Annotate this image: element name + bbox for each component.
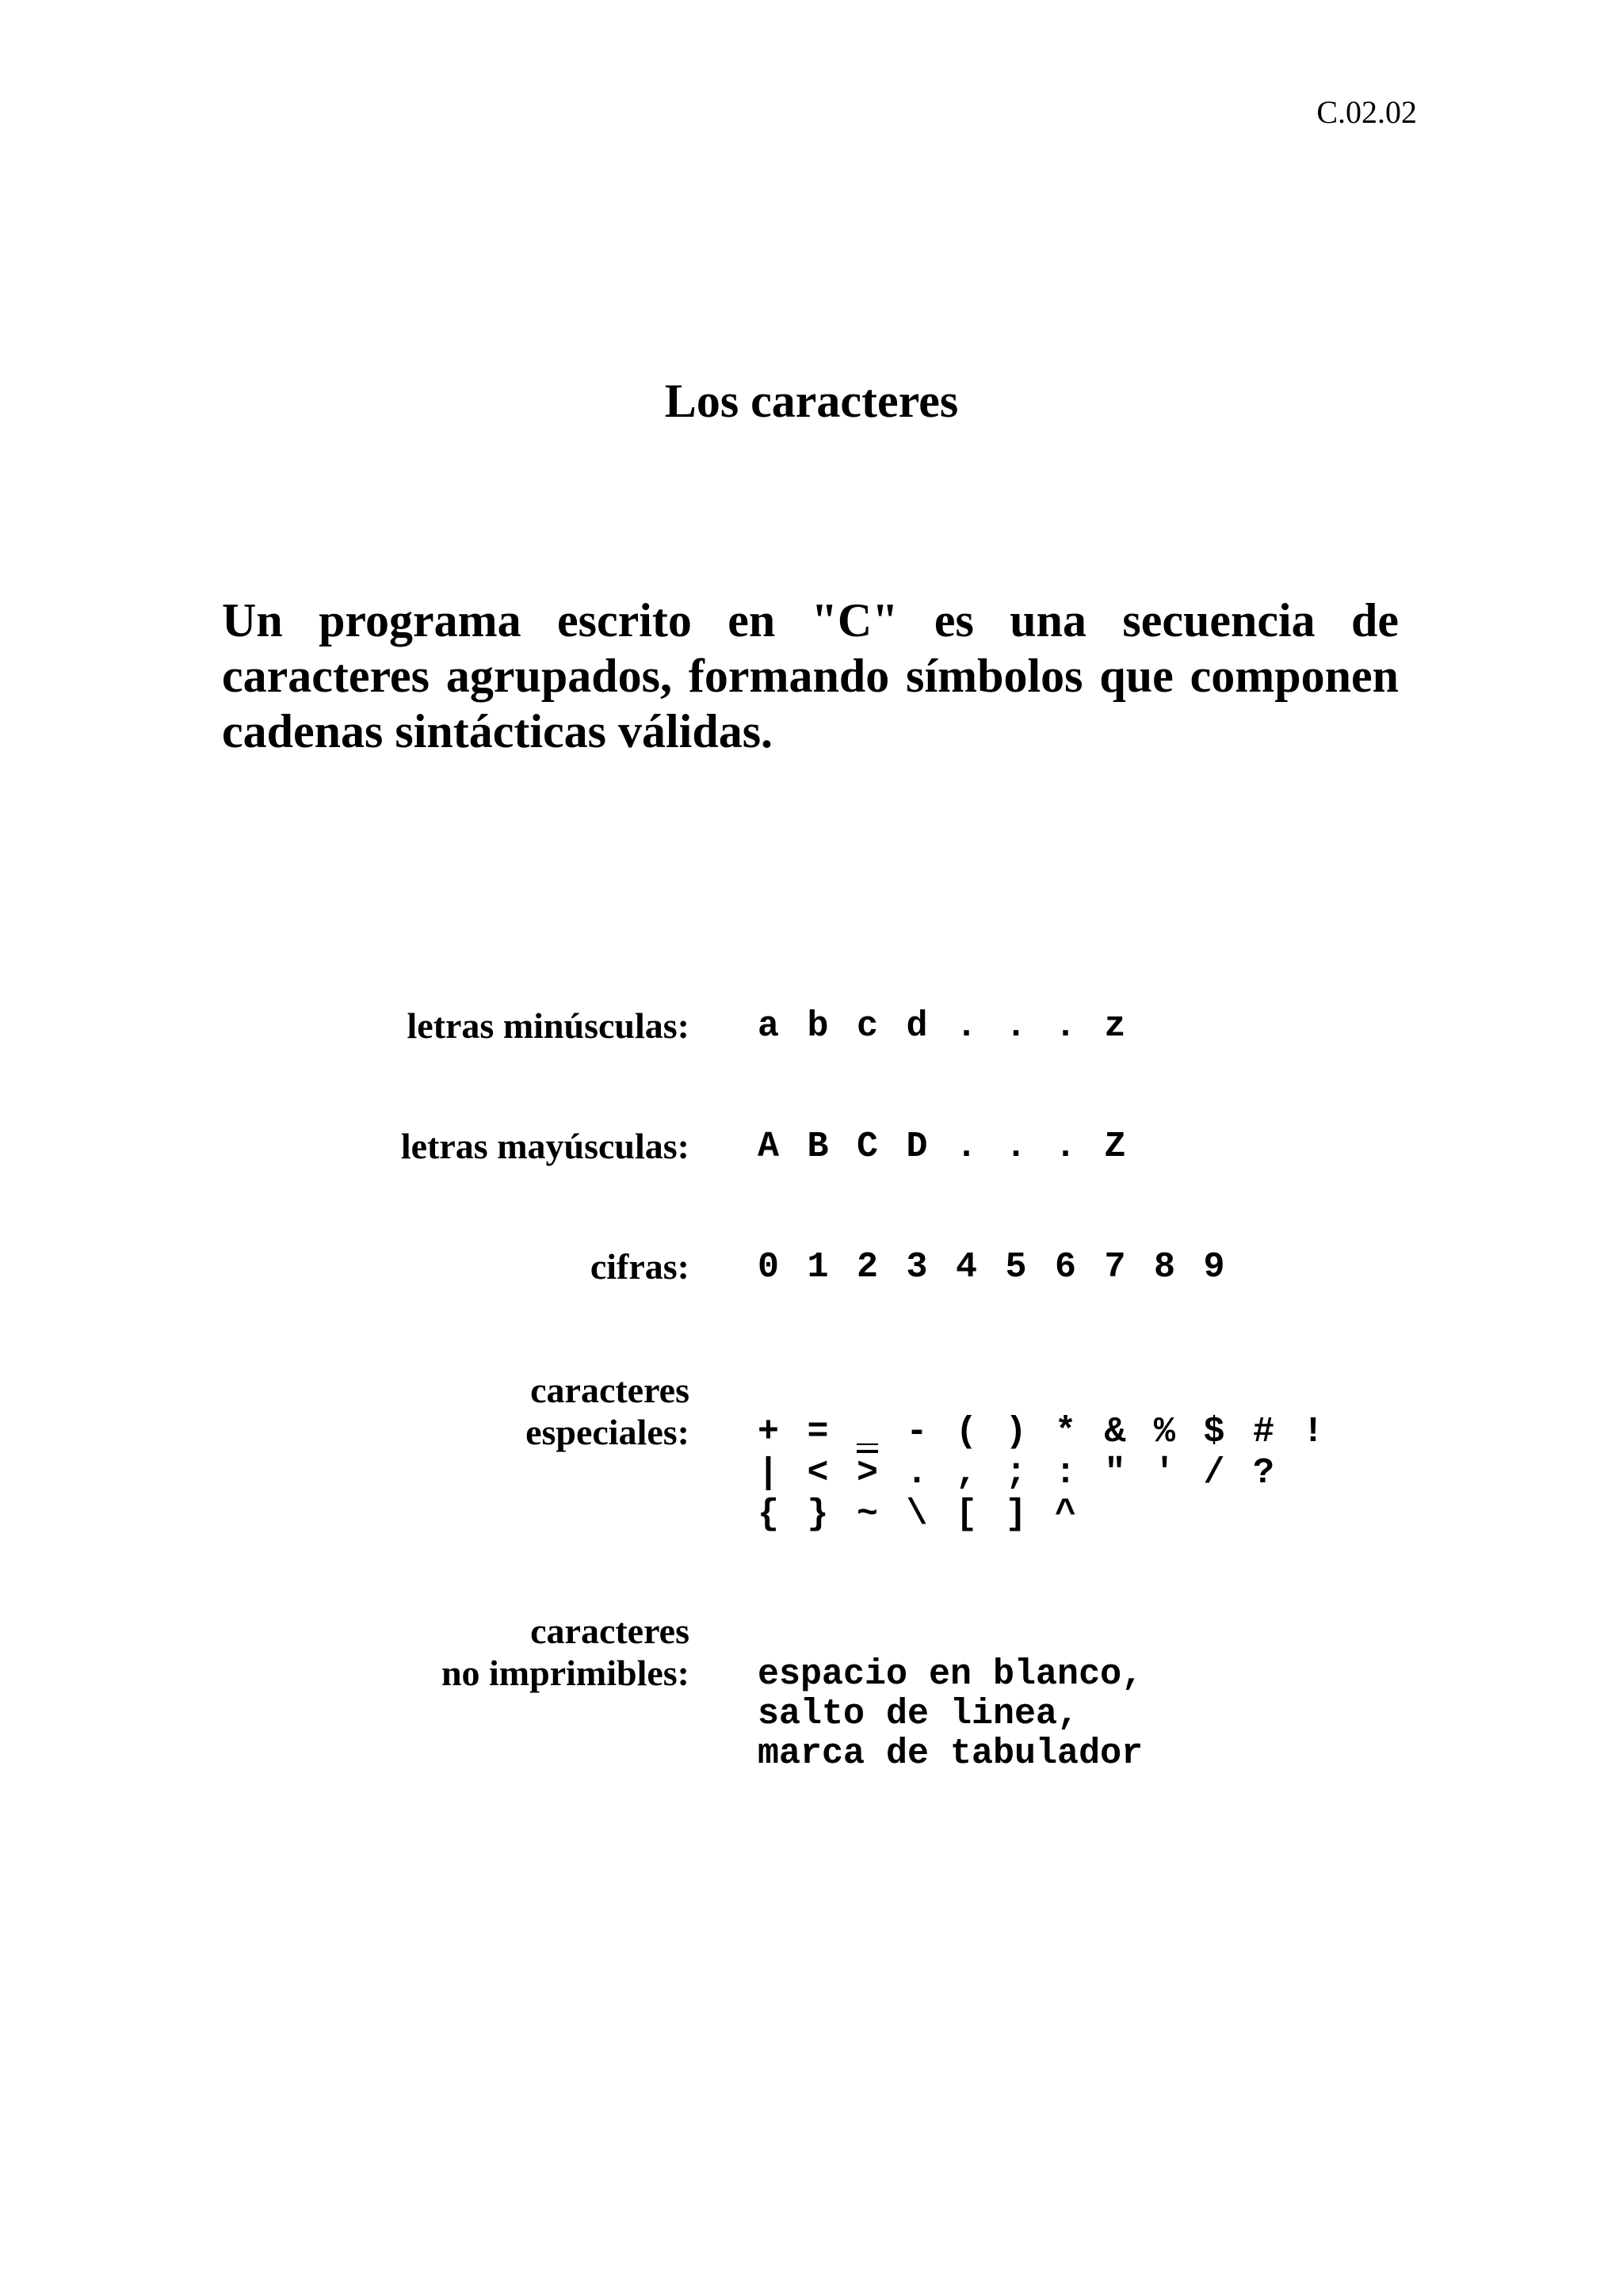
special-glyphs-line2 <box>758 1453 1303 1494</box>
intro-paragraph: Un programa escrito en "C" es una secuencia de caracteres agrupados, formando símbolos que componen cadenas sintácticas válidas. <box>222 594 1399 757</box>
glyph-char: & <box>1104 1412 1126 1452</box>
glyph-char: a <box>758 1006 780 1047</box>
glyph-char: " <box>1104 1453 1126 1493</box>
glyph-char: ] <box>1005 1494 1027 1535</box>
glyph-char: Z <box>1104 1127 1126 1167</box>
page-title: Los caracteres <box>664 375 959 427</box>
glyph-char: . <box>1005 1127 1027 1167</box>
glyph-char: , <box>956 1453 978 1493</box>
glyph-char: 4 <box>956 1247 978 1287</box>
nonprintable-label-line1: caracteres <box>530 1611 689 1651</box>
digits-glyphs <box>758 1247 1253 1288</box>
glyph-char: . <box>906 1453 928 1493</box>
glyph-char: # <box>1253 1412 1275 1452</box>
glyph-char: 9 <box>1203 1247 1225 1287</box>
glyph-char: = <box>807 1412 829 1452</box>
glyph-char: z <box>1104 1006 1126 1047</box>
uppercase-label: letras mayúsculas: <box>400 1126 689 1166</box>
glyph-char: c <box>857 1006 879 1047</box>
glyph-char: ? <box>1253 1453 1275 1493</box>
lowercase-glyphs <box>758 1006 1154 1047</box>
uppercase-glyphs <box>758 1127 1154 1168</box>
glyph-char: 7 <box>1104 1247 1126 1287</box>
glyph-char: . <box>956 1006 978 1047</box>
glyph-char: ; <box>1005 1453 1027 1493</box>
special-label-line2: especiales: <box>525 1412 689 1452</box>
digits-label: cifras: <box>590 1246 689 1287</box>
glyph-char: | <box>758 1453 780 1493</box>
glyph-char: - <box>906 1412 928 1452</box>
glyph-char: } <box>807 1494 829 1535</box>
glyph-char: D <box>906 1127 928 1167</box>
nonprintable-label-line2: no imprimibles: <box>441 1653 689 1693</box>
glyph-char: ^ <box>1055 1494 1077 1535</box>
glyph-char: . <box>1055 1127 1077 1167</box>
glyph-char: > <box>857 1453 879 1493</box>
glyph-char: + <box>758 1412 780 1452</box>
page-code: C.02.02 <box>1316 94 1417 130</box>
special-glyphs-line1 <box>758 1412 1352 1453</box>
glyph-char: * <box>1055 1412 1077 1452</box>
nonprintable-value-3: marca de tabulador <box>758 1733 1144 1774</box>
glyph-char: C <box>857 1127 879 1167</box>
glyph-char: % <box>1154 1412 1176 1452</box>
glyph-char: 8 <box>1154 1247 1176 1287</box>
glyph-char: [ <box>956 1494 978 1535</box>
glyph-char: 5 <box>1005 1247 1027 1287</box>
glyph-char: $ <box>1203 1412 1225 1452</box>
glyph-char: < <box>807 1453 829 1493</box>
glyph-char: B <box>807 1127 829 1167</box>
glyph-char: { <box>758 1494 780 1535</box>
glyph-char: ~ <box>857 1494 879 1535</box>
glyph-char: . <box>1055 1006 1077 1047</box>
lowercase-label: letras minúsculas: <box>407 1005 689 1046</box>
glyph-char: 6 <box>1055 1247 1077 1287</box>
glyph-char: 0 <box>758 1247 780 1287</box>
glyph-char: A <box>758 1127 780 1167</box>
nonprintable-value-1: espacio en blanco, <box>758 1654 1144 1695</box>
glyph-char: 3 <box>906 1247 928 1287</box>
glyph-char: : <box>1055 1453 1077 1493</box>
glyph-char: ' <box>1154 1453 1176 1493</box>
glyph-char: b <box>807 1006 829 1047</box>
glyph-char: ( <box>956 1412 978 1452</box>
glyph-char: . <box>1005 1006 1027 1047</box>
glyph-char: ! <box>1302 1412 1324 1452</box>
glyph-char: _ <box>857 1412 879 1452</box>
glyph-char: 1 <box>807 1247 829 1287</box>
glyph-char: \ <box>906 1494 928 1535</box>
nonprintable-value-2: salto de linea, <box>758 1694 1079 1734</box>
special-glyphs-line3 <box>758 1494 1105 1535</box>
special-label-line1: caracteres <box>530 1370 689 1410</box>
glyph-char: / <box>1203 1453 1225 1493</box>
glyph-char: d <box>906 1006 928 1047</box>
glyph-char: ) <box>1005 1412 1027 1452</box>
glyph-char: 2 <box>857 1247 879 1287</box>
glyph-char: . <box>956 1127 978 1167</box>
